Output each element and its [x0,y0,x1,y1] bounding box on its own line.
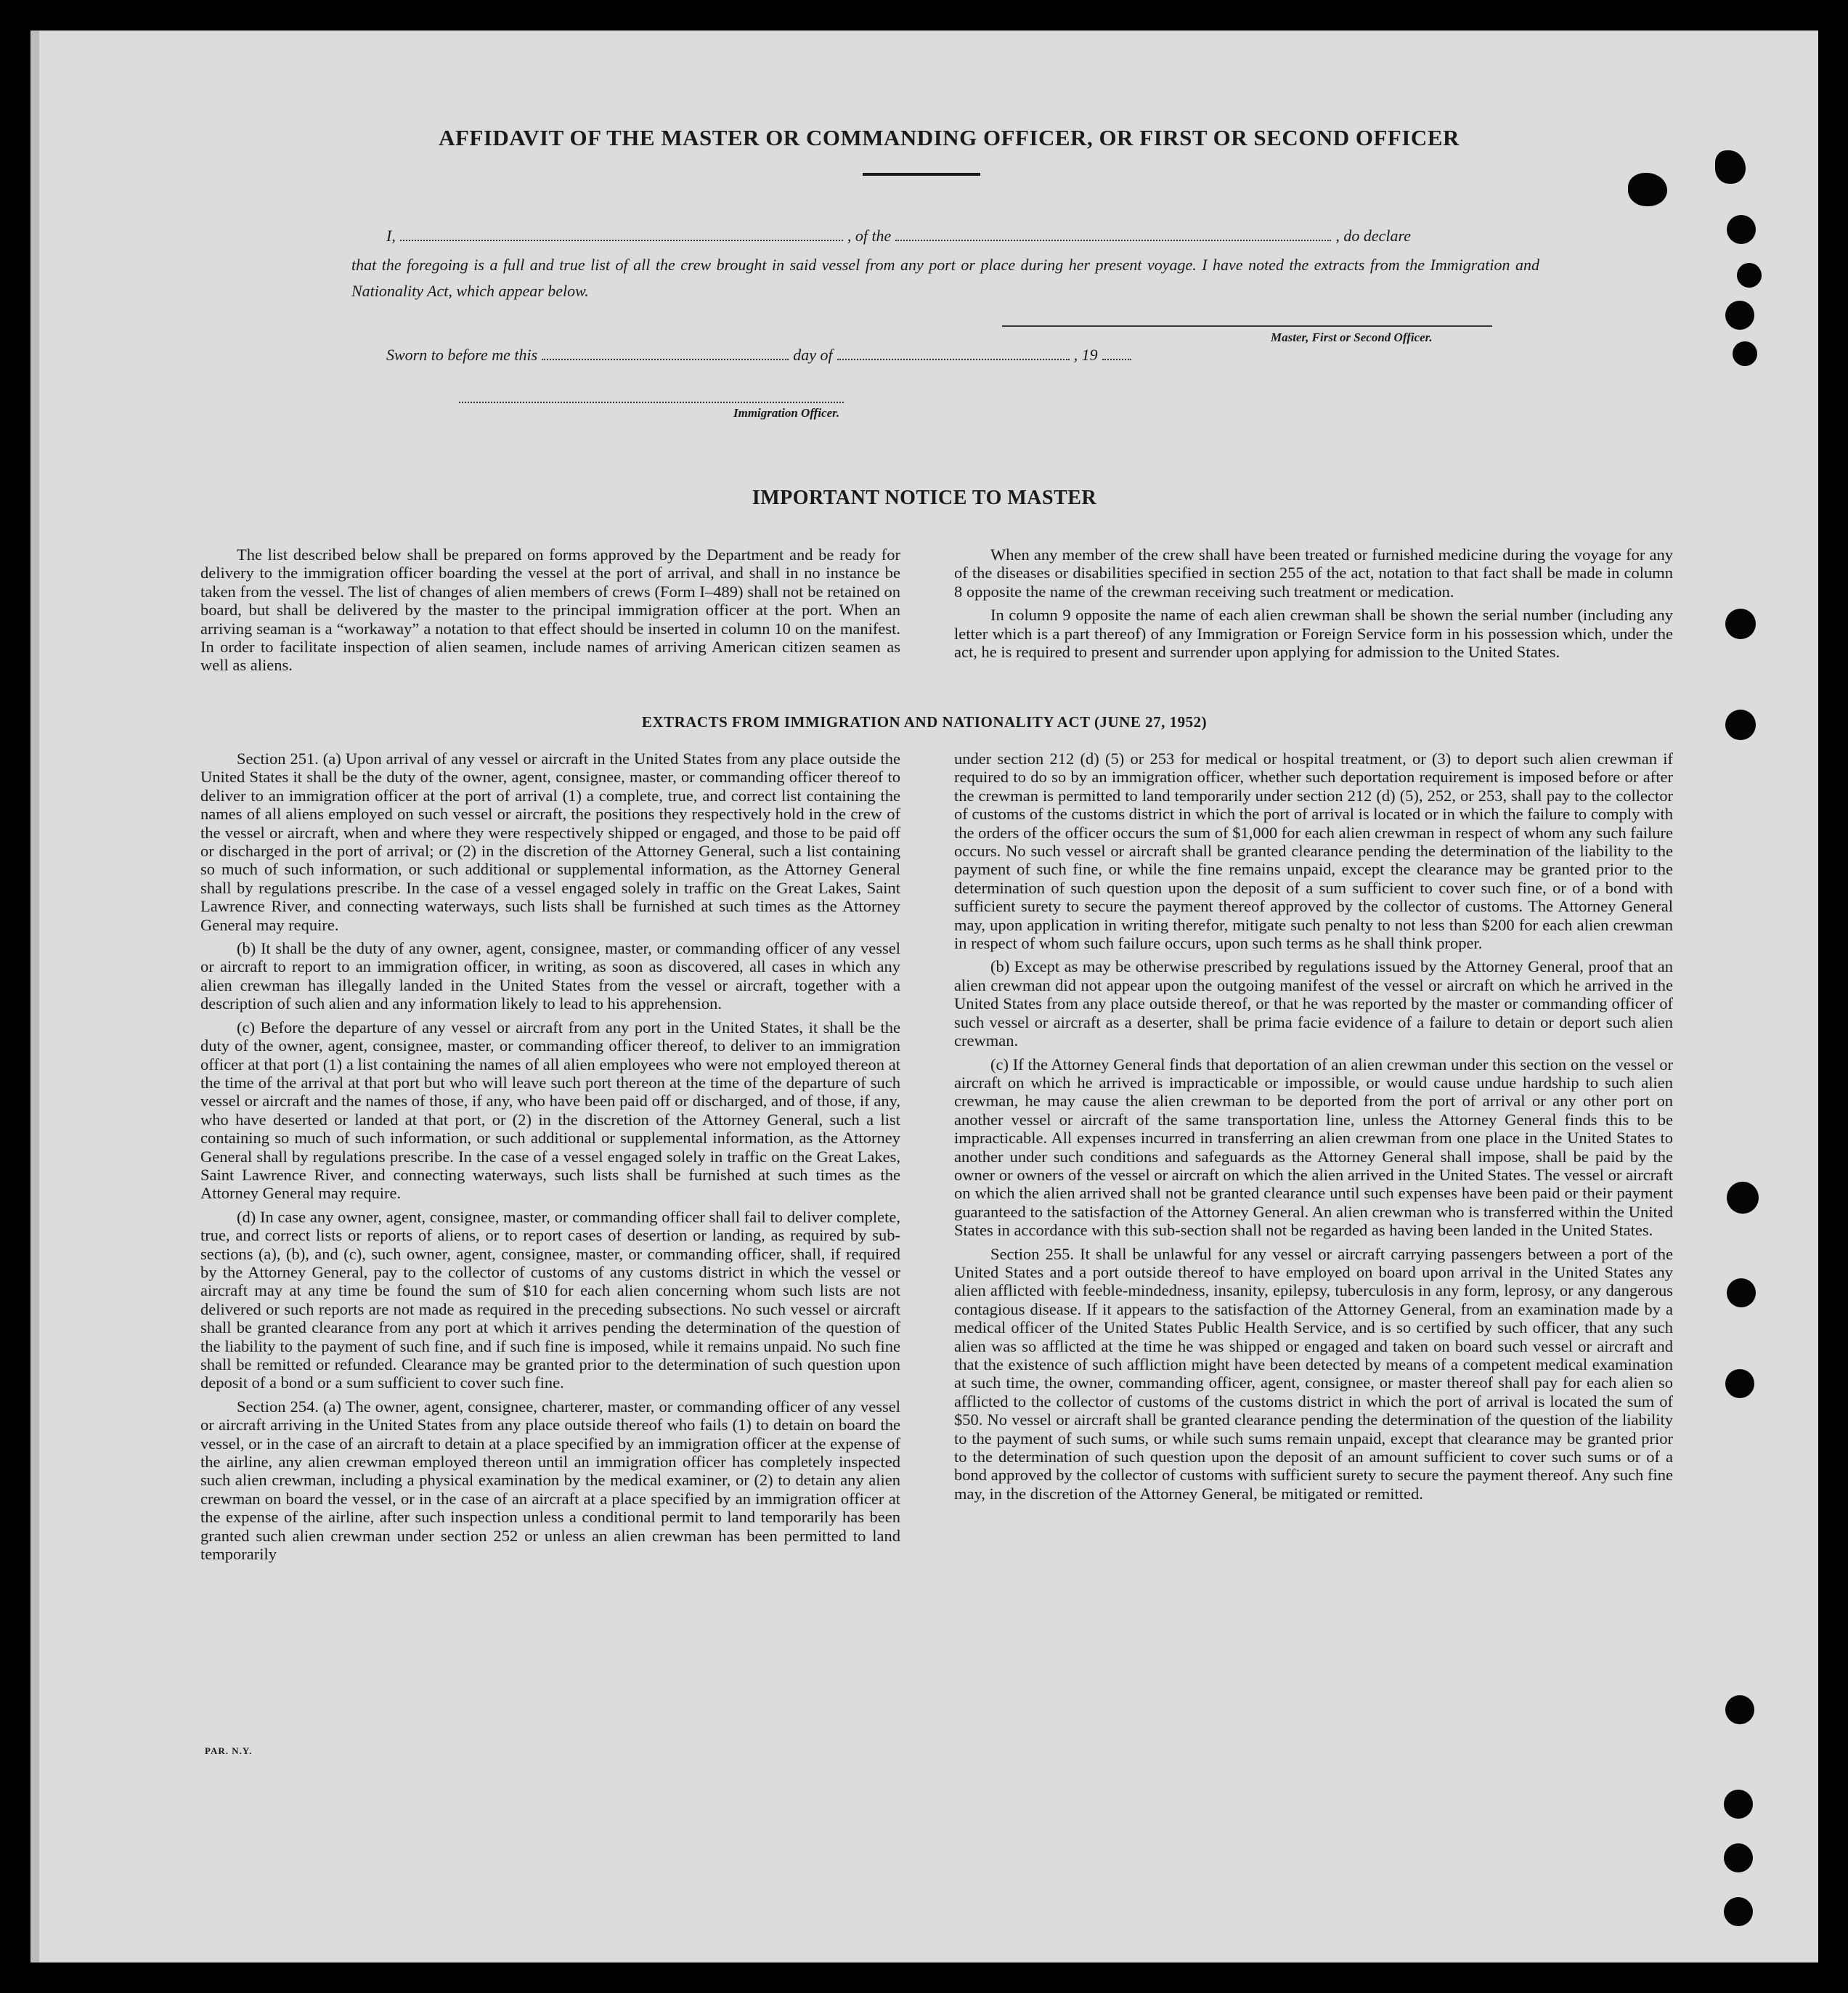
punch-hole [1725,301,1754,330]
extracts-left-column [200,750,900,1568]
notice-left-paragraph: The list described below shall be prepared on forms approved by the Department and be ready for delivery to the immigration officer boarding the vessel at the port of arrival, and shall in no instance be taken from the vessel. The list of changes of alien members of crews (Form I–489) shall not be retained on board, but shall be delivered by the master to the principal immigration officer at the port. When an arriving seaman is a “workaway” a notation to that effect should be inserted in column 10 on the manifest. In order to facilitate inspection of alien seamen, include names of arriving American citizen seamen as well as aliens. [200,545,900,675]
form-page [30,31,1818,1962]
punch-hole [1715,150,1746,184]
punch-hole [1733,341,1757,366]
master-signature-line[interactable] [1002,325,1492,327]
punch-hole [1727,1182,1759,1214]
notice-title: IMPORTANT NOTICE TO MASTER [752,487,1097,509]
notice-left-column [200,545,900,680]
sworn-line [386,346,1136,365]
section-254b: (b) Except as may be otherwise prescribed by regulations issued by the Attorney General, proof that an alien crewman did not appear upon the outgoing manifest of the vessel or aircraft on which he arrived in the United States from any place outside thereof, or that he was reported by the master or commanding officer of such vessel or aircraft as a deserter, shall be prima facie evidence of a failure to detain or deport such alien crewman. [954,957,1673,1050]
section-251d: (d) In case any owner, agent, consignee, master, or commanding officer shall fail to deliver complete, true, and correct lists or reports of aliens, or to report cases of desertion or landing, as required by sub-sections (a), (b), and (c), such owner, agent, consignee, master, or commanding officer, shall, if required by the Attorney General, pay to the collector of customs of any customs district in which the vessel or aircraft may at any time be found the sum of $10 for each alien concerning whom such lists are not delivered or such reports are not made as required in the preceding subsections. No such vessel or aircraft shall be granted clearance from any port at which it arrives pending the determination of the question of the liability to the payment of such fine, and if such fine is imposed, while it remains unpaid. No such fine shall be remitted or refunded. Clearance may be granted prior to the determination of such question upon deposit of a bond or a sum sufficient to cover such fine. [200,1207,900,1392]
section-251c: (c) Before the departure of any vessel or aircraft from any port in the United States, it shall be the duty of the owner, agent, consignee, master, or commanding officer thereof, to deliver to an immigration officer at that port (1) a list containing the names of all alien employees who were not employed thereon at the time of the arrival at that port but who will leave such port thereon at the time of the departure of such vessel or aircraft and the names of those, if any, who have been paid off or discharged, and of those, if any, who have deserted or landed at that port, or (2) in the discretion of the Attorney General, such a list containing so much of such information, or such additional or supplemental information, as the Attorney General shall by regulations prescribe. In the case of a vessel engaged solely in traffic on the Great Lakes, Saint Lawrence River, and connecting waterways, such lists shall be furnished at such times as the Attorney General may require. [200,1018,900,1203]
sworn-year-label: , 19 [1073,346,1098,364]
affidavit-title: AFFIDAVIT OF THE MASTER OR COMMANDING OFFICER, OR FIRST OR SECOND OFFICER [439,125,1460,150]
sworn-day-field[interactable] [542,359,789,360]
extracts-right-column [954,750,1673,1508]
punch-hole [1725,710,1756,740]
declaration-of-the-label: , of the [847,227,892,245]
declaration-line [386,227,1411,245]
notice-right-paragraph-1: When any member of the crew shall have been treated or furnished medicine during the voyage for any of the diseases or disabilities specified in section 255 of the act, notation to that fact shall be made in column 8 opposite the name of the crewman receiving such treatment or medication. [954,545,1673,601]
punch-hole [1727,1278,1756,1307]
affidavit-statement: that the foregoing is a full and true list of all the crew brought in said vessel from any port or place during her present voyage. I have noted the extracts from the Immigration and Nationality Act, which appear below. [351,256,1539,300]
notice-right-column [954,545,1673,666]
punch-hole [1725,609,1756,639]
vessel-name-field[interactable] [895,240,1331,241]
punch-hole [1727,215,1756,244]
sworn-year-field[interactable] [1102,359,1131,360]
punch-hole [1725,1695,1754,1724]
punch-hole [1724,1843,1753,1872]
punch-hole [1724,1897,1753,1926]
punch-hole [1724,1790,1753,1819]
printer-mark: PAR. N.Y. [205,1745,253,1756]
punch-hole [1725,1369,1754,1398]
declaration-i-label: I, [386,227,396,245]
title-rule [863,173,980,176]
sworn-prefix-label: Sworn to before me this [386,346,538,364]
section-254a: Section 254. (a) The owner, agent, consignee, charterer, master, or commanding officer of any vessel or aircraft arriving in the United States from any place outside thereof who fails (1) to detain on board the vessel, or in the case of an aircraft to detain at a place specified by an immigration officer at the expense of the airline, any alien crewman employed thereon until an immigration officer has completely inspected such alien crewman, including a physical examination by the medical examiner, or (2) to detain any alien crewman on board the vessel, or in the case of an aircraft at a place specified by an immigration officer at the expense of the airline, after such inspection unless a conditional permit to land temporarily has been granted such alien crewman under section 252 or unless an alien crewman has been permitted to land temporarily [200,1397,900,1564]
immigration-officer-signature-line[interactable] [459,402,844,403]
notice-right-paragraph-2: In column 9 opposite the name of each alien crewman shall be shown the serial number (including any letter which is a part thereof) of any Immigration or Foreign Service form in his possession which, under the act, he is required to present and surrender upon applying for admission to the United States. [954,606,1673,662]
page-edge [30,31,39,1962]
section-251b: (b) It shall be the duty of any owner, agent, consignee, master, or commanding officer of any vessel or aircraft to report to an immigration officer, in writing, as soon as discovered, all cases in which any alien crewman has illegally landed in the United States from the vessel or aircraft, together with a description of such alien and any information likely to lead to his apprehension. [200,939,900,1013]
declarant-name-field[interactable] [400,240,843,241]
section-254a-continued: under section 212 (d) (5) or 253 for medical or hospital treatment, or (3) to deport such alien crewman if required to do so by an immigration officer, whether such deportation requirement is imposed before or after the crewman is permitted to land temporarily under section 212 (d) (5), 252, or 253, shall pay to the collector of customs of the customs district in which the port of arrival is located or in which the failure to comply with the orders of the officer occurs the sum of $1,000 for each alien crewman in respect of whom any such failure occurs. No such vessel or aircraft shall be granted clearance pending the determination of the liability to the payment of such fine, or while the fine remains unpaid, except the clearance may be granted prior to the determination of such question upon the deposit of a sum sufficient to cover such fine, or of a bond with sufficient surety to secure the payment thereof approved by the collector of customs. The Attorney General may, upon application in writing therefor, mitigate such penalty to not less than $200 for each alien crewman in respect of whom such failure occurs, upon such terms as he shall think proper. [954,750,1673,953]
section-254c: (c) If the Attorney General finds that deportation of an alien crewman under this section on the vessel or aircraft on which he arrived is impracticable or impossible, or would cause undue hardship to such alien crewman, he may cause the alien crewman to be deported from the port of arrival or any other port on another vessel or aircraft of the same transportation line, unless the Attorney General finds this to be impracticable. All expenses incurred in transferring an alien crewman from one place in the United States to another under such conditions and safeguards as the Attorney General shall impose, shall be paid by the owner or owners of the vessel or aircraft on which the alien arrived in the United States. The vessel or aircraft on which the alien arrived shall not be granted clearance until such expenses have been paid or their payment guaranteed to the satisfaction of the Attorney General. An alien crewman who is transferred within the United States in accordance with this sub-section shall not be regarded as having been landed in the United States. [954,1055,1673,1240]
section-255: Section 255. It shall be unlawful for any vessel or aircraft carrying passengers between a port of the United States and a port outside thereof to have employed on board upon arrival in the United States any alien afflicted with feeble-mindedness, insanity, epilepsy, tuberculosis in any form, leprosy, or any dangerous contagious disease. If it appears to the satisfaction of the Attorney General, from an examination made by a medical officer of the United States Public Health Service, and is so certified by such officer, that any such alien was so afflicted at the time he was shipped or engaged and taken on board such vessel or aircraft and that the existence of such affliction might have been detected by means of a competent medical examination at such time, the owner, commanding officer, agent, consignee, or master thereof shall pay for each alien so afflicted to the collector of customs of the customs district in which the port of arrival is located the sum of $50. No vessel or aircraft shall be granted clearance pending the determination of the question of the liability to the payment of such sums, or while such sums remain unpaid, except that clearance may be granted prior to the determination of such question upon the deposit of an amount sufficient to cover such sums or of a bond approved by the collector of customs with sufficient surety to secure the payment thereof. Any such fine may, in the discretion of the Attorney General, be mitigated or remitted. [954,1244,1673,1503]
sworn-month-field[interactable] [837,359,1070,360]
sworn-day-of-label: day of [793,346,833,364]
punch-hole [1737,263,1762,288]
immigration-officer-caption: Immigration Officer. [733,406,840,420]
punch-hole [1628,173,1667,206]
declaration-declare-label: , do declare [1335,227,1411,245]
section-251a: Section 251. (a) Upon arrival of any vessel or aircraft in the United States from any place outside the United States it shall be the duty of the owner, agent, consignee, master, or commanding officer thereof to deliver to an immigration officer at the port of arrival (1) a complete, true, and correct list containing the names of all aliens employed on such vessel or aircraft, the positions they respectively hold in the crew of the vessel or aircraft, when and where they were respectively shipped or engaged, and those to be paid off or discharged in the port of arrival; or (2) in the discretion of the Attorney General, such a list containing so much of such information, or such additional or supplemental information, as the Attorney General shall by regulations prescribe. In the case of a vessel engaged solely in traffic on the Great Lakes, Saint Lawrence River, and connecting waterways, such lists shall be furnished at such times as the Attorney General may require. [200,750,900,934]
master-signature-caption: Master, First or Second Officer. [1271,330,1433,344]
extracts-title: EXTRACTS FROM IMMIGRATION AND NATIONALITY ACT (JUNE 27, 1952) [641,713,1208,731]
